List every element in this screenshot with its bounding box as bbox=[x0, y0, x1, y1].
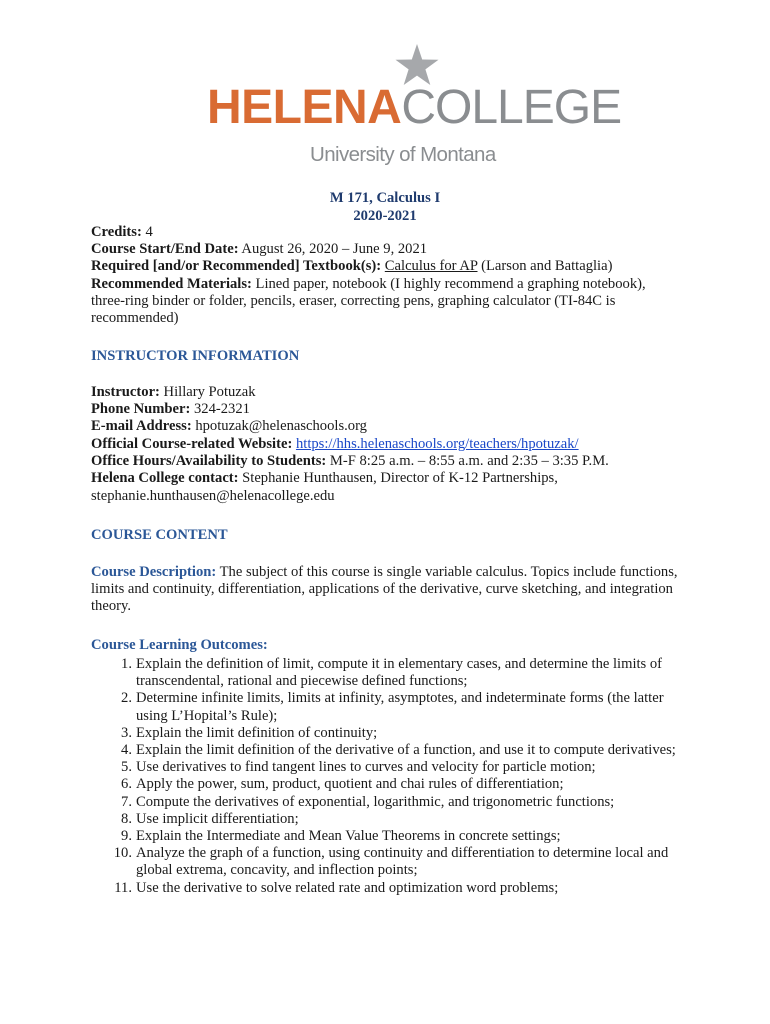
instructor-label: Instructor: bbox=[91, 384, 160, 400]
email-value: hpotuzak@helenaschools.org bbox=[191, 418, 367, 434]
description-label: Course Description: bbox=[91, 564, 217, 580]
outcome-item bbox=[91, 811, 681, 828]
office-hours-label: Office Hours/Availability to Students: bbox=[91, 453, 327, 469]
logo-subtitle: University of Montana bbox=[310, 143, 496, 166]
outcome-number: 1. bbox=[121, 656, 132, 672]
outcome-text: Compute the derivatives of exponential, logarithmic, and trigonometric functions; bbox=[136, 793, 615, 810]
course-year: 2020-2021 bbox=[353, 208, 417, 224]
outcome-number: 2. bbox=[121, 690, 132, 707]
contact-label: Helena College contact: bbox=[91, 470, 239, 486]
outcome-number: 11. bbox=[114, 879, 132, 896]
phone-value: 324-2321 bbox=[190, 401, 250, 417]
instructor-heading: INSTRUCTOR INFORMATION bbox=[91, 348, 300, 364]
contact-line bbox=[91, 470, 681, 487]
instructor-line bbox=[91, 384, 681, 401]
dates-value: August 26, 2020 – June 9, 2021 bbox=[238, 241, 428, 257]
star-icon bbox=[395, 44, 439, 86]
course-title: M 171, Calculus I bbox=[329, 190, 441, 206]
logo-college: COLLEGE bbox=[401, 81, 622, 134]
outcome-text: Explain the definition of limit, compute it in elementary cases, and determine the limits of transcendental, rational and piecewise defined functions; bbox=[136, 656, 663, 690]
credits-line bbox=[91, 224, 681, 241]
outcome-item bbox=[91, 690, 681, 724]
outcome-text: Explain the limit definition of the derivative of a function, and use it to compute derivatives; bbox=[136, 742, 676, 759]
outcome-text: Determine infinite limits, limits at infinity, asymptotes, and indeterminate forms (the latter using L’Hopital’s Rule); bbox=[136, 690, 664, 724]
description-value: The subject of this course is single variable calculus. Topics include functions, limits and continuity, differentiation, applications of the derivative, curve sketching, and integration theory. bbox=[91, 564, 678, 615]
outcome-item bbox=[91, 725, 681, 742]
outcome-number: 8. bbox=[121, 810, 132, 827]
outcome-text: Analyze the graph of a function, using continuity and differentiation to determine local and global extrema, concavity, and inflection points; bbox=[136, 845, 669, 879]
contact-value: Stephanie Hunthausen, Director of K-12 Partnerships, bbox=[238, 470, 558, 486]
outcome-item bbox=[91, 845, 681, 879]
website-line bbox=[91, 436, 681, 453]
dates-line bbox=[91, 241, 681, 258]
website-label: Official Course-related Website: bbox=[91, 436, 293, 452]
materials-paragraph bbox=[91, 276, 681, 328]
contact-email: stephanie.hunthausen@helenacollege.edu bbox=[91, 488, 335, 504]
outcome-number: 3. bbox=[121, 724, 132, 741]
outcome-item bbox=[91, 656, 681, 690]
phone-line bbox=[91, 401, 681, 418]
outcome-text: Explain the Intermediate and Mean Value Theorems in concrete settings; bbox=[136, 828, 561, 845]
outcome-number: 4. bbox=[121, 742, 132, 759]
helena-college-logo bbox=[207, 44, 622, 170]
outcome-number: 5. bbox=[121, 759, 132, 776]
outcomes-heading: Course Learning Outcomes: bbox=[91, 637, 268, 653]
outcome-item bbox=[91, 759, 681, 776]
materials-label: Recommended Materials: bbox=[91, 276, 252, 292]
outcome-text: Use the derivative to solve related rate and optimization word problems; bbox=[136, 879, 559, 896]
outcome-text: Use derivatives to find tangent lines to curves and velocity for particle motion; bbox=[136, 759, 596, 776]
credits-value: 4 bbox=[141, 224, 153, 240]
outcome-text: Explain the limit definition of continuity; bbox=[136, 724, 378, 741]
phone-label: Phone Number: bbox=[91, 401, 191, 417]
instructor-value: Hillary Potuzak bbox=[159, 384, 256, 400]
materials-value: Lined paper, notebook (I highly recommend a graphing notebook), three-ring binder or folder, pencils, eraser, correcting pens, graphing calculator (TI-84C is recommended) bbox=[91, 276, 646, 327]
description-paragraph bbox=[91, 564, 681, 616]
outcome-number: 7. bbox=[121, 793, 132, 810]
outcome-item bbox=[91, 880, 681, 897]
outcome-item bbox=[91, 828, 681, 845]
outcome-text: Apply the power, sum, product, quotient and chai rules of differentiation; bbox=[136, 776, 564, 793]
outcomes-list bbox=[91, 656, 681, 897]
textbook-authors: (Larson and Battaglia) bbox=[477, 258, 613, 274]
dates-label: Course Start/End Date: bbox=[91, 241, 239, 257]
email-label: E-mail Address: bbox=[91, 418, 192, 434]
logo-helena: HELENA bbox=[207, 81, 402, 134]
outcome-text: Use implicit differentiation; bbox=[136, 810, 299, 827]
email-line bbox=[91, 418, 681, 435]
credits-label: Credits: bbox=[91, 224, 142, 240]
website-link[interactable]: https://hhs.helenaschools.org/teachers/hpotuzak/ bbox=[295, 436, 579, 452]
textbook-line bbox=[91, 258, 681, 275]
outcome-number: 10. bbox=[113, 845, 132, 862]
logo-wordmark bbox=[207, 82, 621, 134]
outcome-item bbox=[91, 794, 681, 811]
outcome-item bbox=[91, 742, 681, 759]
outcome-number: 9. bbox=[121, 828, 132, 845]
textbook-label: Required [and/or Recommended] Textbook(s): bbox=[91, 258, 382, 274]
textbook-title: Calculus for AP bbox=[384, 258, 478, 274]
office-hours-line bbox=[91, 453, 681, 470]
office-hours-value: M-F 8:25 a.m. – 8:55 a.m. and 2:35 – 3:35 P.M. bbox=[326, 453, 609, 469]
outcome-number: 6. bbox=[121, 776, 132, 793]
outcome-item bbox=[91, 776, 681, 793]
course-content-heading: COURSE CONTENT bbox=[91, 527, 228, 543]
